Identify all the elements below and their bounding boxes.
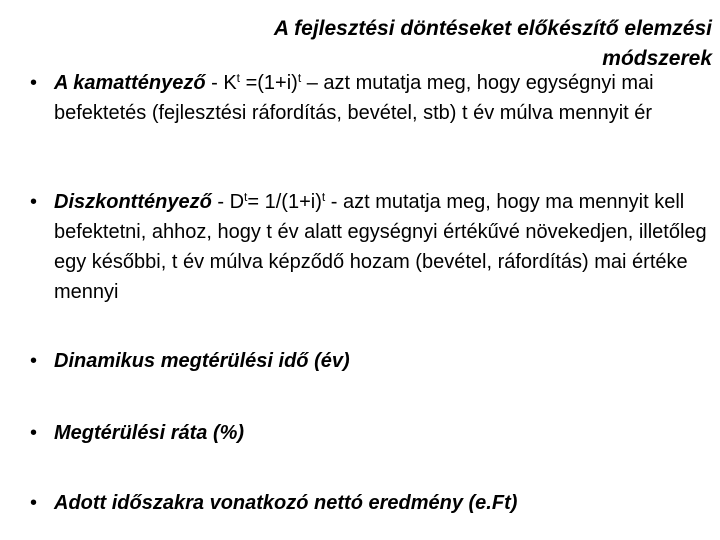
bullet-term: Adott időszakra vonatkozó nettó eredmény (e.Ft): [54, 492, 518, 514]
formula-sup: t: [236, 71, 241, 85]
bullet-netto-eredmeny: [30, 488, 710, 518]
formula-sup: t: [321, 190, 326, 204]
bullet-dinamikus-megterulesi-ido: [30, 346, 710, 376]
bullet-icon: •: [30, 191, 38, 213]
bullet-icon: •: [30, 422, 38, 444]
bullet-description: - azt mutatja meg, hogy ma mennyit kell befektetni, ahhoz, hogy t év alatt egységnyi értékűvé növekedjen, illetőleg egy későbbi, t év múlva képződő hozam (bevétel, ráfordítás) mai értéke mennyi: [54, 191, 707, 303]
bullet-icon: •: [30, 492, 38, 514]
bullet-term: Diszkonttényező: [54, 191, 212, 213]
formula-prefix: - D: [211, 191, 245, 213]
bullet-icon: •: [30, 350, 38, 372]
bullet-text: [54, 187, 710, 307]
formula-mid: = 1/(1+i): [247, 191, 322, 213]
bullet-term: Megtérülési ráta (%): [54, 422, 245, 444]
bullet-diszkonttenyezo: [30, 187, 710, 307]
bullet-kamattenyezo: [30, 68, 710, 128]
bullet-megterulesi-rata: [30, 418, 710, 448]
bullet-icon: •: [30, 72, 38, 94]
bullet-description: – azt mutatja meg, hogy egységnyi mai befektetés (fejlesztési ráfordítás, bevétel, stb) t év múlva mennyit ér: [54, 72, 654, 124]
bullet-text: [54, 68, 710, 128]
formula-prefix: - K: [205, 72, 237, 94]
bullet-term: Dinamikus megtérülési idő (év): [54, 350, 350, 372]
formula-sup: t: [297, 71, 302, 85]
formula-mid: =(1+i): [240, 72, 298, 94]
bullet-term: A kamattényező: [54, 72, 206, 94]
slide-title: A fejlesztési döntéseket előkészítő elemzési módszerek: [273, 17, 712, 70]
formula-sup: t: [244, 190, 248, 204]
